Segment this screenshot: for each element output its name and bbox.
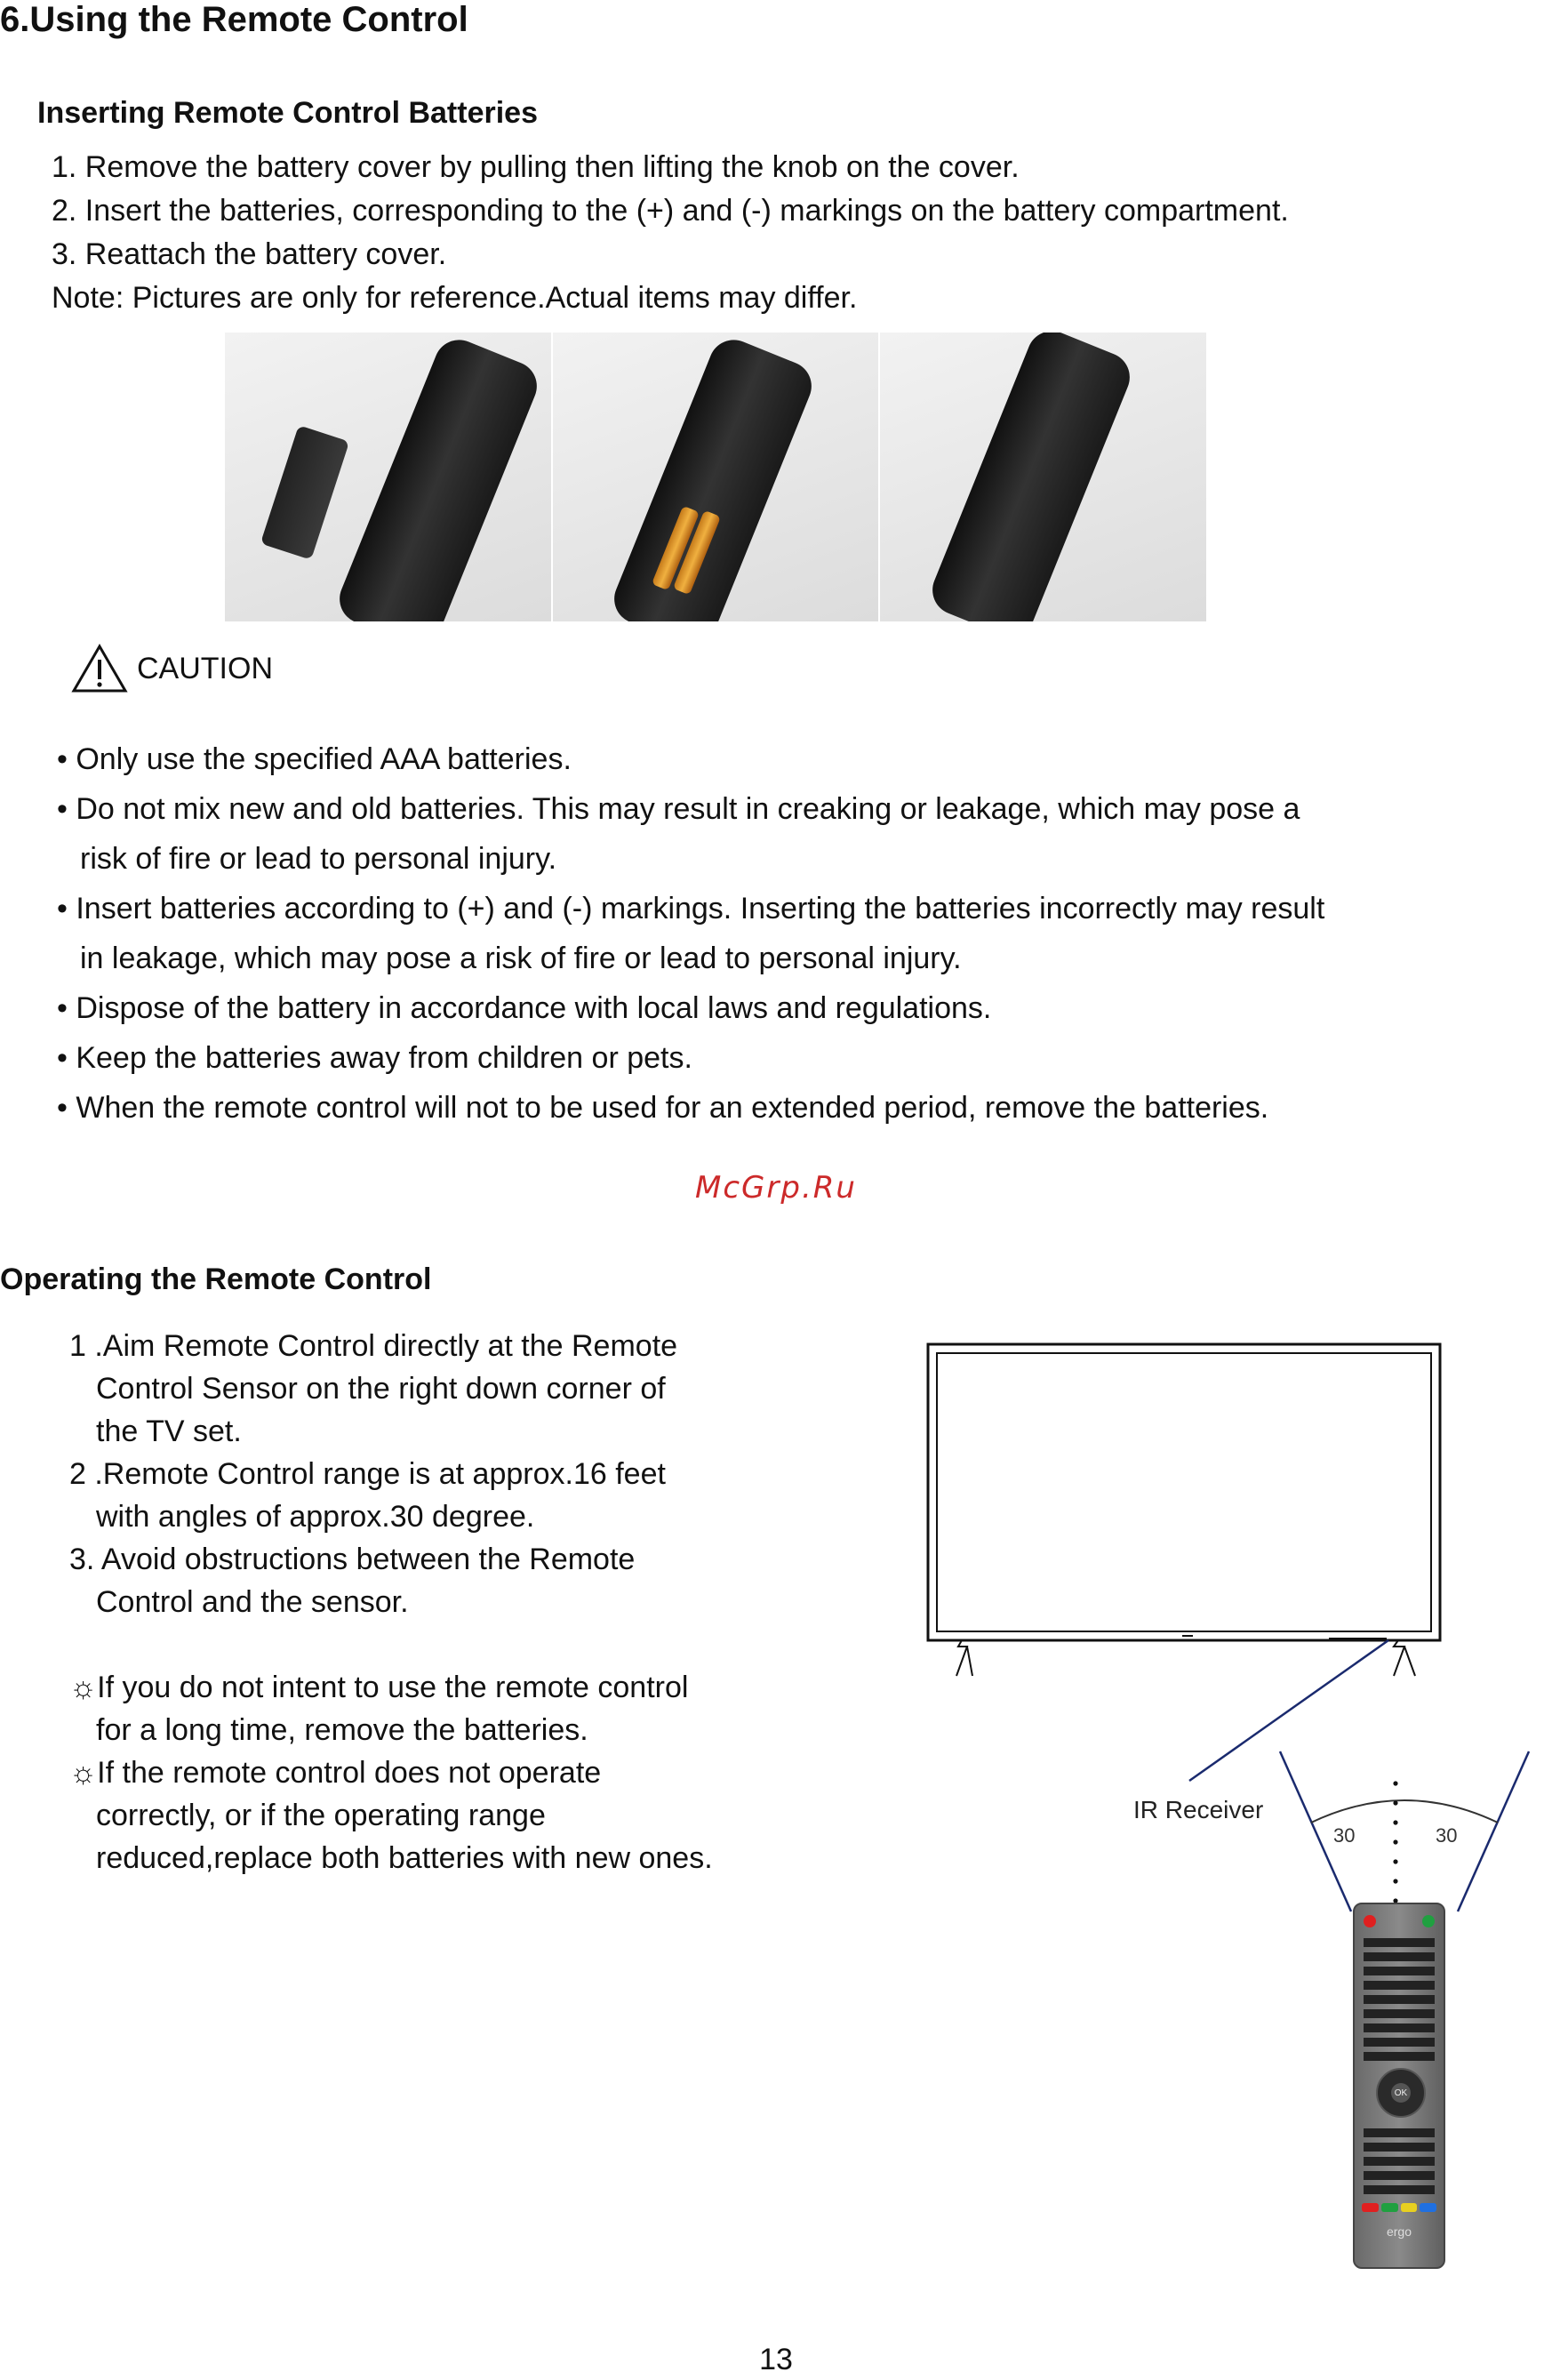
operating-line: Control and the sensor. — [96, 1585, 409, 1619]
batteries-note: Note: Pictures are only for reference.Actual items may differ. — [52, 281, 858, 315]
nav-ring — [1376, 2068, 1426, 2118]
photo-cover-removed — [225, 333, 553, 621]
angle-right-label: 30 — [1436, 1824, 1458, 1847]
caution-bullet: • Do not mix new and old batteries. This may result in creaking or leakage, which may pose a risk of fire or lead to personal injury. — [57, 792, 1300, 876]
green-button — [1381, 2203, 1398, 2212]
batteries-step-3: 3. Reattach the battery cover. — [52, 237, 447, 271]
red-button — [1362, 2203, 1379, 2212]
tv-left-stand — [956, 1640, 972, 1676]
battery-cover — [260, 425, 349, 560]
mute-button — [1422, 1915, 1435, 1927]
range-angle-diagram — [1262, 1743, 1547, 1920]
function-keypad — [1364, 2125, 1435, 2194]
color-buttons — [1362, 2203, 1436, 2212]
operating-line: reduced,replace both batteries with new ones. — [96, 1841, 713, 1875]
operating-line: ☼If the remote control does not operate — [69, 1756, 602, 1790]
operating-line: 3. Avoid obstructions between the Remote — [69, 1543, 636, 1576]
operating-line: for a long time, remove the batteries. — [96, 1713, 588, 1747]
yellow-button — [1401, 2203, 1418, 2212]
caution-row — [71, 644, 273, 693]
caution-bullet: • When the remote control will not to be used for an extended period, remove the batteries. — [57, 1091, 1269, 1125]
caution-bullet: • Insert batteries according to (+) and (-) markings. Inserting the batteries incorrectly may result in leakage, which may pose a risk of fire or lead to personal injury. — [57, 892, 1325, 975]
warning-triangle-icon — [71, 644, 128, 693]
section-title: 6.Using the Remote Control — [0, 0, 468, 39]
operating-line: correctly, or if the operating range — [96, 1799, 546, 1832]
caution-bullet: • Keep the batteries away from children or pets. — [57, 1041, 692, 1075]
angle-left-label: 30 — [1333, 1824, 1356, 1847]
batteries-step-2: 2. Insert the batteries, corresponding to the (+) and (-) markings on the battery compartment. — [52, 194, 1289, 228]
batteries-step-1: 1. Remove the battery cover by pulling then lifting the knob on the cover. — [52, 150, 1020, 184]
remote-brand-logo: ergo — [1386, 2224, 1412, 2239]
caution-label: CAUTION — [137, 651, 273, 685]
operating-heading: Operating the Remote Control — [0, 1262, 432, 1296]
operating-line: the TV set. — [96, 1414, 242, 1448]
photo-cover-reattached — [880, 333, 1206, 621]
operating-line: with angles of approx.30 degree. — [96, 1500, 535, 1534]
caution-bullet: • Dispose of the battery in accordance with local laws and regulations. — [57, 991, 992, 1025]
remote-back — [925, 333, 1138, 621]
operating-spacer — [69, 1623, 869, 1666]
remote-back — [332, 333, 545, 621]
operating-line: ☼If you do not intent to use the remote control — [69, 1671, 689, 1704]
ok-button: OK — [1391, 2083, 1411, 2103]
power-button — [1364, 1915, 1376, 1927]
watermark: McGrp.Ru — [695, 1170, 857, 1206]
ir-receiver-label: IR Receiver — [1133, 1796, 1264, 1823]
caution-bullets — [57, 734, 1550, 1133]
operating-line: 1 .Aim Remote Control directly at the Remote — [69, 1329, 678, 1363]
operating-line: Control Sensor on the right down corner of — [96, 1372, 666, 1406]
page-number: 13 — [759, 2343, 793, 2376]
number-keypad — [1364, 1936, 1435, 2061]
operating-line: 2 .Remote Control range is at approx.16 feet — [69, 1457, 666, 1491]
operating-instructions — [69, 1325, 869, 1879]
blue-button — [1420, 2203, 1436, 2212]
remote-back — [606, 333, 819, 621]
remote-control-illustration — [1353, 1903, 1445, 2269]
tv-screen — [937, 1353, 1431, 1631]
battery-photos — [225, 333, 1206, 621]
batteries-heading: Inserting Remote Control Batteries — [37, 96, 538, 130]
photo-batteries-inserted — [553, 333, 881, 621]
caution-bullet: • Only use the specified AAA batteries. — [57, 742, 572, 776]
